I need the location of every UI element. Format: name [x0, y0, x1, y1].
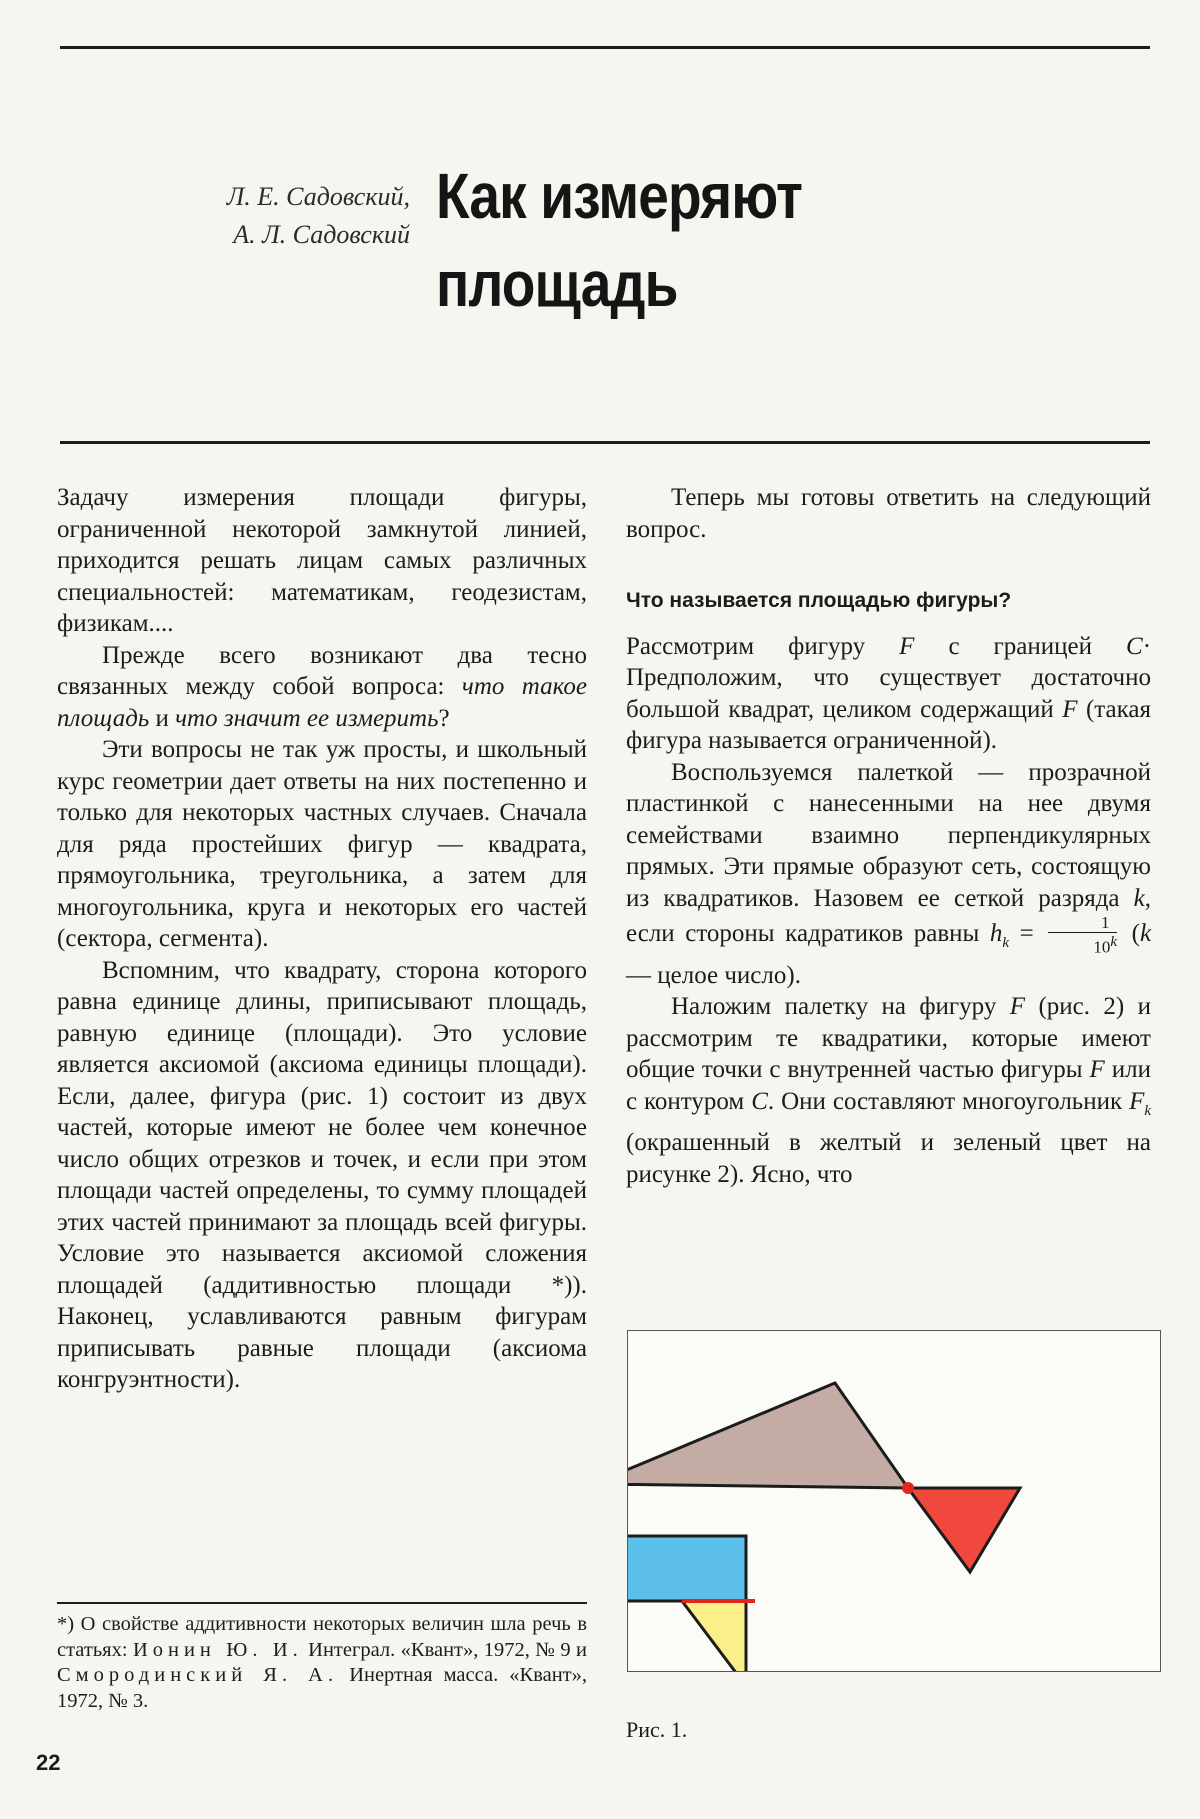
common-point: [902, 1482, 914, 1494]
authors: [130, 178, 410, 254]
paragraph-3: Эти вопросы не так уж просты, и школьный курс геометрии дает ответы на них постепенно и только для некоторых частных случаев. Сначала для ряда простейших фигур — квадрата, прямоугольника, треугольника, а затем для многоугольника, круга и некоторых его частей (сектора, сегмента).: [57, 736, 587, 952]
figure-1: [627, 1330, 1161, 1672]
header-rule: [60, 441, 1150, 444]
figure-caption: Рис. 1.: [626, 1717, 688, 1742]
footnote-author-2: Смородинский Я. А.: [57, 1664, 339, 1686]
brown-triangle: [628, 1383, 908, 1488]
page-number: 22: [36, 1750, 61, 1775]
paragraph-1: Задачу измерения площади фигуры, ограниченной некоторой замкнутой линией, приходится решать лицам самых различных специальностей: математикам, геодезистам, физикам....: [57, 484, 587, 637]
paragraph-6: Рассмотрим фигуру F с границей C· Предположим, что существует достаточно большой квадрат, целиком содержащий F (такая фигура называется ограниченной).: [626, 632, 1152, 754]
footnote-rule: [57, 1602, 587, 1604]
left-column: [57, 482, 587, 1396]
footnote-author-1: Ионин Ю. И.: [132, 1638, 303, 1661]
title-line-1: Как измеряют: [436, 160, 803, 232]
paragraph-2: Прежде всего возникают два тесно связанных между собой вопроса: что такое площадь и что значит ее измерить?: [57, 641, 587, 732]
yellow-triangle: [682, 1601, 746, 1671]
paragraph-7: Воспользуемся палеткой — прозрачной пластинкой с нанесенными на нее двумя семействами взаимно перпендикулярных прямых. Эти прямые образуют сеть, состоящую из квадратиков. Назовем ее сеткой разряда k, если стороны кадратиков равны $h_k$ = $\frac{1}{10^k}$ (k — целое число).: [626, 758, 1152, 989]
blue-rectangle: [628, 1536, 746, 1601]
title-line-2: площадь: [436, 248, 678, 320]
paragraph-5: Теперь мы готовы ответить на следующий вопрос.: [626, 484, 1151, 543]
red-triangle: [908, 1488, 1020, 1572]
formula: $h_k$: [989, 920, 1010, 952]
footnote: *) О свойстве аддитивности некоторых величин шла речь в статьях: Ионин Ю. И. Интеграл. «Квант», 1972, № 9 и Смородинский Я. А. Инертная масса. «Квант», 1972, № 3.: [57, 1613, 588, 1712]
author-2: А. Л. Садовский: [233, 220, 410, 249]
figure-1-drawing: [628, 1331, 1160, 1671]
author-1: Л. Е. Садовский,: [226, 182, 410, 211]
article-title: [436, 152, 1038, 328]
paragraph-4: Вспомним, что квадрату, сторона которого равна единице длины, приписывают площадь, равную единице (площади). Это условие является аксиомой (аксиома единицы площади). Если, далее, фигура (рис. 1) состоит из двух частей, которые имеют не более чем конечное число общих отрезков и точек, и если при этом площади частей определены, то сумму площадей этих частей принимают за площадь всей фигуры. Условие это называется аксиомой сложения площадей (аддитивностью площади *)). Наконец, уславливаются равным фигурам приписывать равные площади (аксиома конгруэнтности).: [57, 956, 587, 1393]
top-rule: [60, 46, 1150, 49]
right-column: [626, 482, 1151, 1190]
section-heading: Что называется площадью фигуры?: [626, 589, 1012, 612]
fraction: $\frac{1}{10^k}$: [1048, 914, 1117, 957]
paragraph-8: Наложим палетку на фигуру F (рис. 2) и рассмотрим те квадратики, которые имеют общие точки с внутренней частью фигуры F или с контуром C. Они составляют многоугольник $F_k$ (окрашенный в желтый и зеленый цвет на рисунке 2). Ясно, что: [626, 993, 1152, 1188]
